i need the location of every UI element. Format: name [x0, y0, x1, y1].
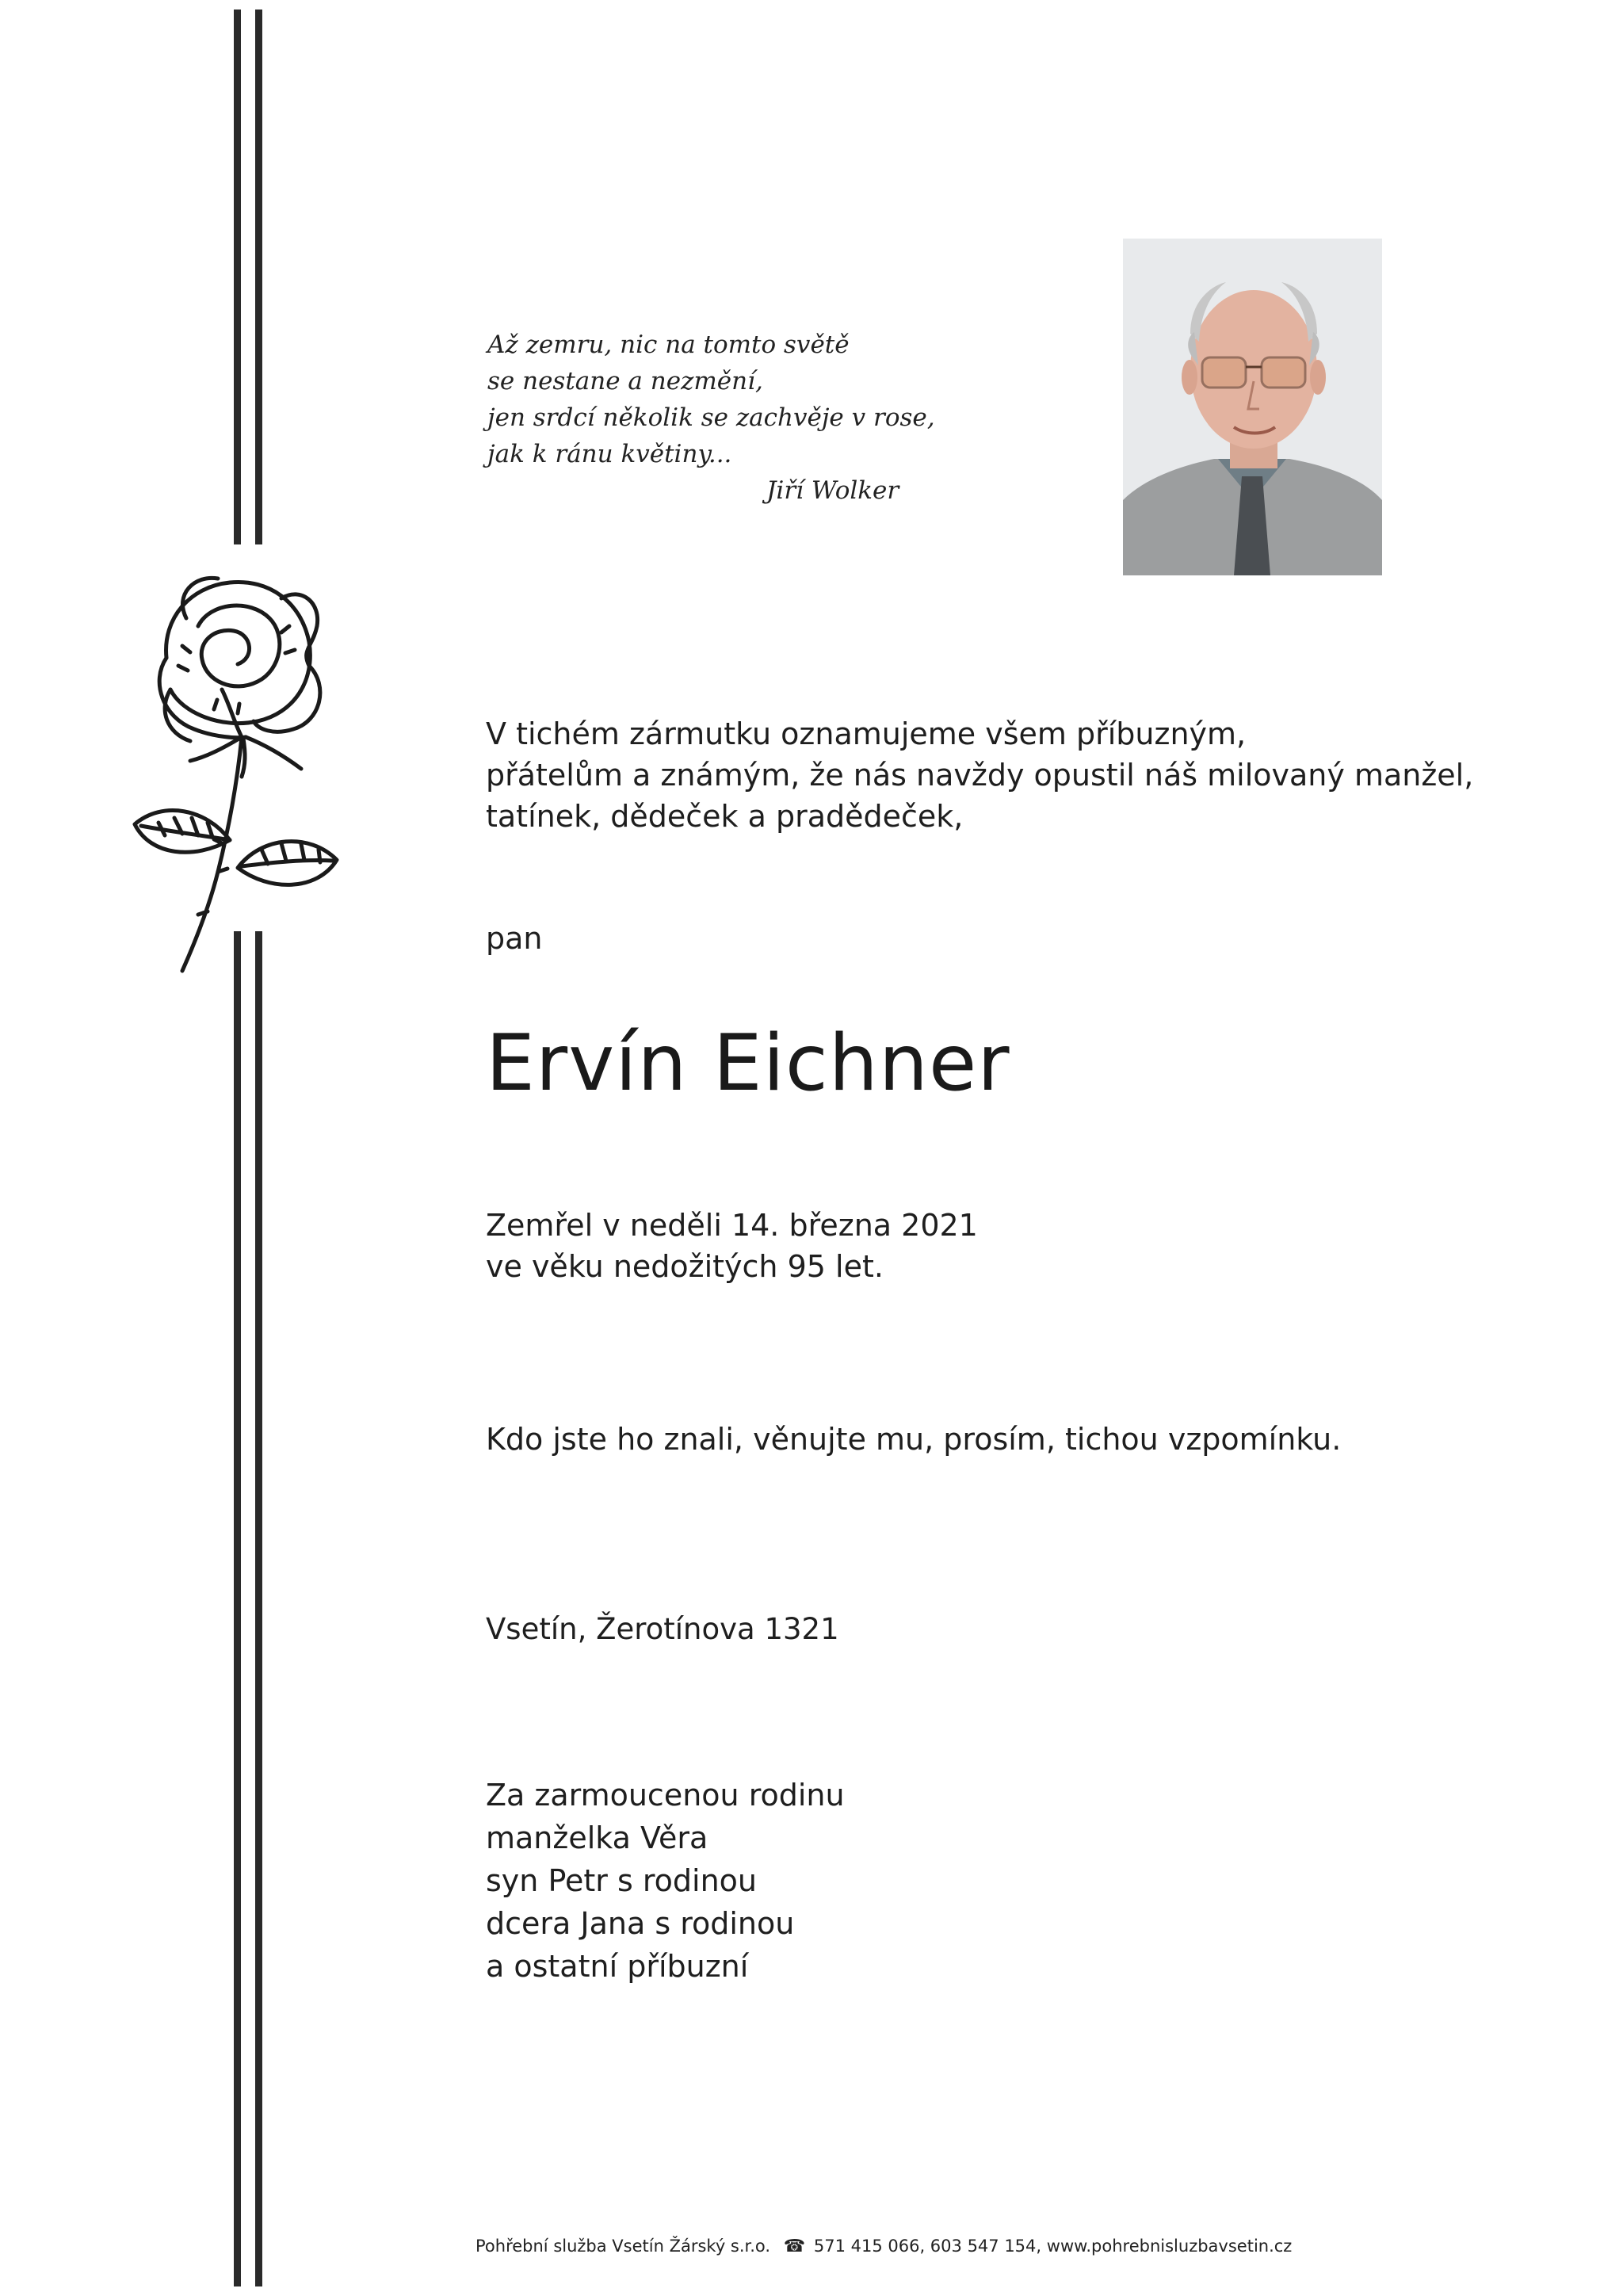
family-heading: Za zarmoucenou rodinu	[486, 1778, 845, 1813]
family-member: syn Petr s rodinou	[486, 1863, 757, 1898]
footer-company: Pohřební služba Vsetín Žárský s.r.o.	[475, 2237, 771, 2256]
border-line	[255, 10, 262, 544]
poem-line: jak k ránu květiny...	[487, 440, 732, 468]
poem-block	[487, 327, 935, 509]
footer	[475, 2237, 1466, 2256]
remembrance-plea: Kdo jste ho znali, věnujte mu, prosím, tichou vzpomínku.	[486, 1422, 1342, 1457]
death-line: Zemřel v neděli 14. března 2021	[486, 1208, 978, 1243]
intro-line: tatínek, dědeček a pradědeček,	[486, 799, 964, 834]
intro-line: V tichém zármutku oznamujeme všem příbuzným,	[486, 716, 1247, 751]
deceased-name: Ervín Eichner	[486, 1018, 1010, 1109]
family-block	[486, 1774, 845, 1988]
footer-phones: 571 415 066, 603 547 154,	[813, 2237, 1042, 2256]
poem-line: jen srdcí několik se zachvěje v rose,	[487, 403, 935, 432]
intro-line: přátelům a známým, že nás navždy opustil náš milovaný manžel,	[486, 758, 1474, 793]
address: Vsetín, Žerotínova 1321	[486, 1612, 839, 1646]
family-member: manželka Věra	[486, 1820, 708, 1855]
salutation: pan	[486, 921, 543, 956]
portrait-photo	[1123, 239, 1382, 575]
border-line	[234, 10, 241, 544]
phone-icon: ☎	[783, 2237, 806, 2256]
poem-line: Až zemru, nic na tomto světě	[487, 330, 850, 359]
poem-line: se nestane a nezmění,	[487, 367, 763, 395]
death-line: ve věku nedožitých 95 let.	[486, 1249, 884, 1284]
border-line	[255, 931, 262, 2286]
family-member: dcera Jana s rodinou	[486, 1906, 795, 1941]
footer-website[interactable]: www.pohrebnisluzbavsetin.cz	[1046, 2237, 1293, 2256]
poem-author: Jiří Wolker	[766, 476, 899, 505]
rose-icon	[119, 571, 357, 983]
death-info	[486, 1205, 978, 1287]
family-member: a ostatní příbuzní	[486, 1949, 749, 1984]
announcement-intro	[486, 713, 1473, 837]
border-line	[234, 931, 241, 2286]
